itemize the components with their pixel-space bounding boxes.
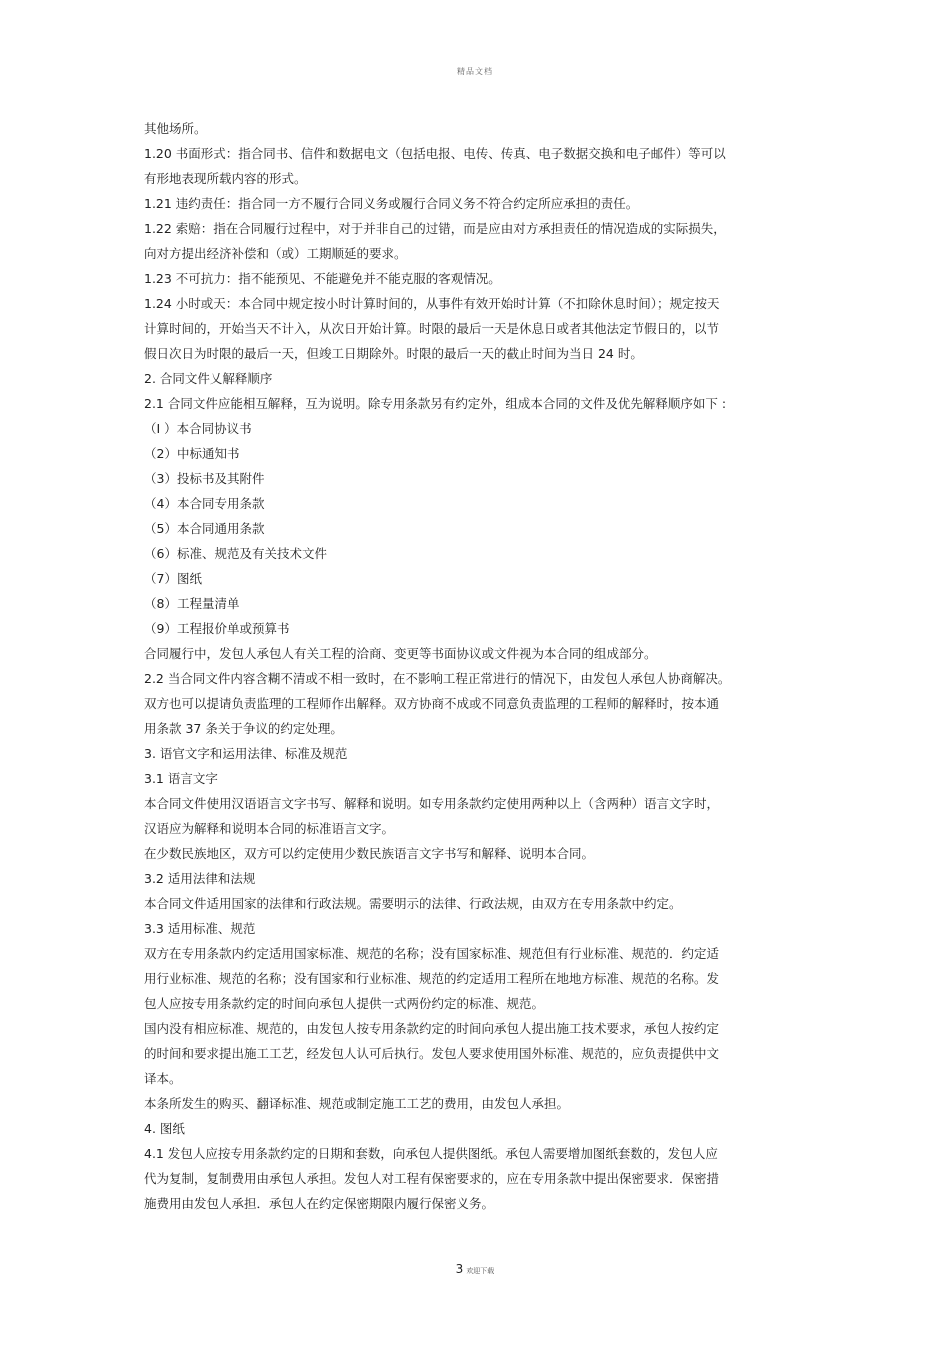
subsection-heading: 3.2 适用法律和法规 [144, 871, 256, 886]
text-line: 计算时间的，开始当天不计入，从次日开始计算。时限的最后一天是休息日或者其他法定节假日的，以节 [144, 321, 720, 336]
text-line: 本条所发生的购买、翻译标准、规范或制定施工工艺的费用，由发包人承担。 [144, 1096, 570, 1111]
list-item: （I ）本合同协议书 [144, 421, 252, 436]
text-line: 汉语应为解释和说明本合同的标准语言文字。 [144, 821, 395, 836]
text-line: 1.20 书面形式：指合同书、信件和数据电文（包括电报、电传、传真、电子数据交换和电子邮件）等可以 [144, 146, 726, 161]
text-line: 的时间和要求提出施工工艺，经发包人认可后执行。发包人要求使用国外标准、规范的，应负责提供中文 [144, 1046, 720, 1061]
text-line: 1.24 小时或天：本合同中规定按小时计算时间的，从事件有效开始时计算（不扣除休息时间）；规定按天 [144, 296, 720, 311]
text-line: 假日次日为时限的最后一天，但竣工日期除外。时限的最后一天的截止时间为当日 24 时。 [144, 346, 643, 361]
text-line: 代为复制，复制费用由承包人承担。发包人对工程有保密要求的，应在专用条款中提出保密要求．保密措 [144, 1171, 720, 1186]
text-line: 用行业标准、规范的名称；没有国家和行业标准、规范的约定适用工程所在地地方标准、规范的名称。发 [144, 971, 720, 986]
section-heading: 2. 合同文件乂解释顺序 [144, 371, 273, 386]
text-line: 1.21 违约责任：指合同一方不履行合同义务或履行合同义务不符合约定所应承担的责任。 [144, 196, 639, 211]
text-line: 2.2 当合同文件内容含糊不清或不相一致时，在不影响工程正常进行的情况下，由发包人承包人协商解决。 [144, 671, 731, 686]
list-item: （5）本合同通用条款 [144, 521, 265, 536]
text-line: 双方在专用条款内约定适用国家标准、规范的名称；没有国家标准、规范但有行业标准、规范的．约定适 [144, 946, 720, 961]
text-line: 国内没有相应标准、规范的，由发包人按专用条款约定的时间向承包人提出施工技术要求，承包人按约定 [144, 1021, 720, 1036]
list-item: （3）投标书及其附件 [144, 471, 265, 486]
text-line: 2.1 合同文件应能相互解释，互为说明。除专用条款另有约定外，组成本合同的文件及优先解释顺序如下 : [144, 396, 727, 411]
text-line: 双方也可以提请负责监理的工程师作出解释。双方协商不成或不同意负责监理的工程师的解释时，按本通 [144, 696, 720, 711]
text-line: 在少数民族地区，双方可以约定使用少数民族语言文字书写和解释、说明本合同。 [144, 846, 595, 861]
text-line: 向对方提出经济补偿和（或）工期顺延的要求。 [144, 246, 407, 261]
subsection-heading: 3.3 适用标准、规范 [144, 921, 256, 936]
text-line: 4.1 发包人应按专用条款约定的日期和套数，向承包人提供图纸。承包人需要增加图纸套数的，发包人应 [144, 1146, 718, 1161]
text-line: 合同履行中，发包人承包人有关工程的洽商、变更等书面协议或文件视为本合同的组成部分。 [144, 646, 657, 661]
page-footer [0, 1258, 950, 1277]
list-item: （7）图纸 [144, 571, 202, 586]
text-line: 1.22 索赔：指在合同履行过程中，对于并非自己的过错，而是应由对方承担责任的情况造成的实际损失， [144, 221, 726, 236]
text-line: 1.23 不可抗力：指不能预见、不能避免并不能克服的客观情况。 [144, 271, 501, 286]
text-line: 用条款 37 条关于争议的约定处理。 [144, 721, 343, 736]
document-body [144, 116, 824, 1216]
list-item: （6）标准、规范及有关技术文件 [144, 546, 327, 561]
text-line: 其他场所。 [144, 121, 207, 136]
list-item: （8）工程量清单 [144, 596, 240, 611]
list-item: （2）中标通知书 [144, 446, 240, 461]
text-line: 译本。 [144, 1071, 182, 1086]
section-heading: 4. 图纸 [144, 1121, 185, 1136]
text-line: 有形地表现所载内容的形式。 [144, 171, 307, 186]
subsection-heading: 3.1 语言文字 [144, 771, 218, 786]
page-header: 精品文档 [457, 67, 493, 76]
footer-text: 欢迎下载 [466, 1267, 495, 1275]
page-number: 3 [455, 1262, 464, 1276]
section-heading: 3. 语官文字和运用法律、标准及规范 [144, 746, 348, 761]
list-item: （9）工程报价单或预算书 [144, 621, 290, 636]
text-line: 包人应按专用条款约定的时间向承包人提供一式两份约定的标准、规范。 [144, 996, 545, 1011]
text-line: 本合同文件使用汉语语言文字书写、解释和说明。如专用条款约定使用两种以上（含两种）语言文字时， [144, 796, 720, 811]
text-line: 本合同文件适用国家的法律和行政法规。需要明示的法律、行政法规，由双方在专用条款中约定。 [144, 896, 682, 911]
list-item: （4）本合同专用条款 [144, 496, 265, 511]
text-line: 施费用由发包人承担．承包人在约定保密期限内履行保密义务。 [144, 1196, 495, 1211]
